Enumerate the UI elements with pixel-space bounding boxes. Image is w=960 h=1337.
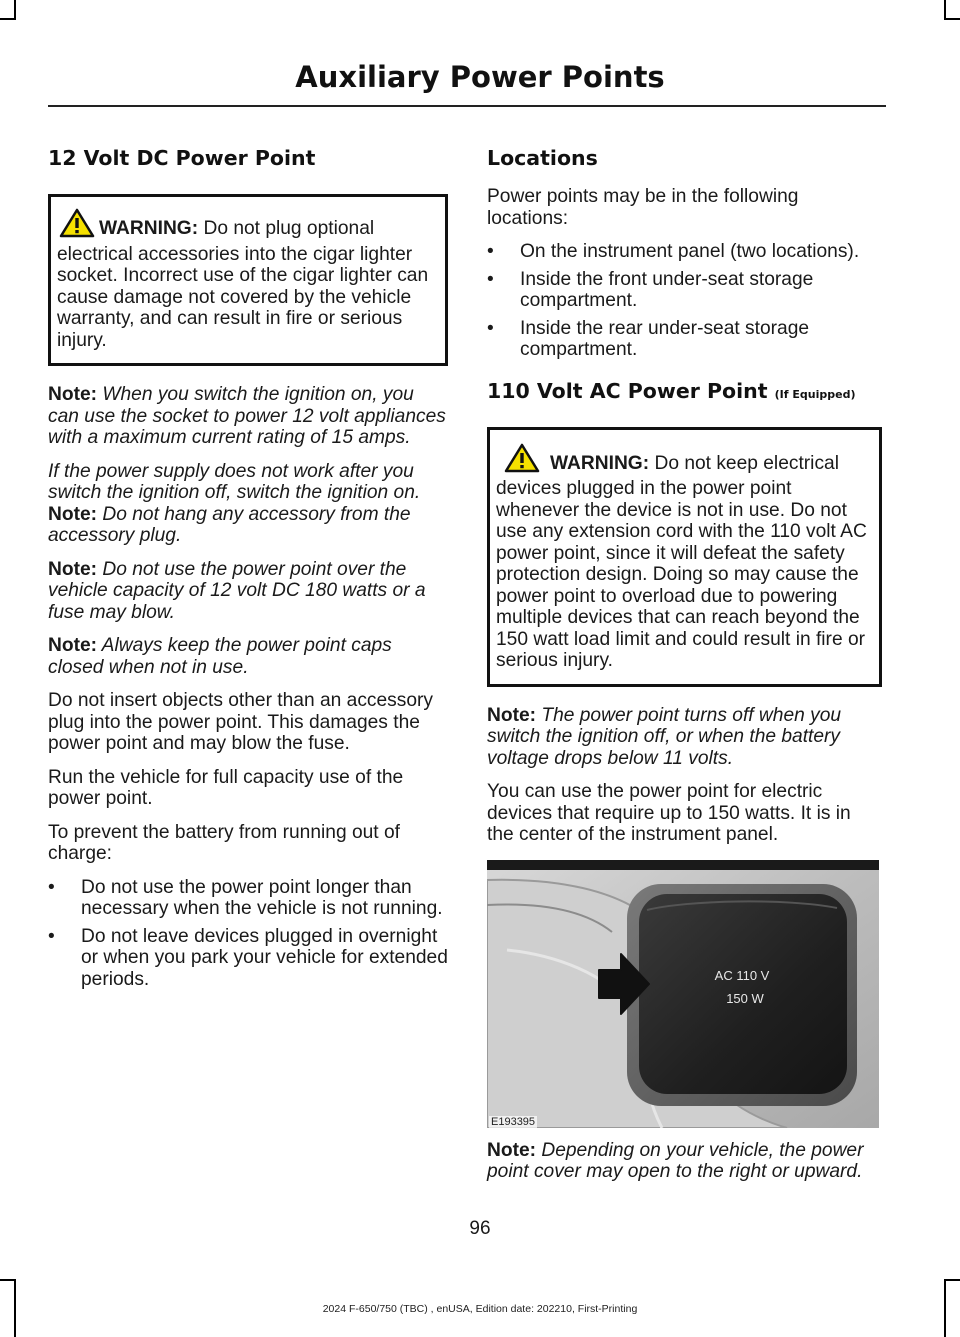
crop-mark (944, 1279, 960, 1281)
section-title-110v-text: 110 Volt AC Power Point (487, 378, 768, 403)
warning-box-12v (48, 194, 448, 366)
section-title-12v: 12 Volt DC Power Point (48, 146, 316, 170)
list-item-text: Do not use the power point longer than necessary when the vehicle is not running. (81, 876, 443, 919)
body-paragraph: You can use the power point for electric devices that require up to 150 watts. It is in the center of the instrument panel. (487, 781, 851, 845)
warning-box-110v (487, 427, 882, 687)
figure-label-ac: AC 110 V (714, 967, 770, 983)
note-label: Note: (487, 704, 537, 726)
body-paragraph: Power points may be in the following locations: (487, 186, 799, 229)
note-paragraph (487, 705, 882, 770)
bullet: • (48, 925, 55, 947)
list-item (487, 241, 882, 263)
right-column (487, 140, 882, 1195)
warning-triangle-icon (59, 208, 95, 244)
bullet: • (487, 268, 494, 290)
note-paragraph (487, 1140, 882, 1183)
warning-triangle-icon (498, 443, 546, 479)
note-text: Always keep the power point caps closed when not in use. (48, 635, 392, 678)
note-label: Note: (48, 558, 98, 580)
note-paragraph (48, 504, 448, 547)
list-item (48, 877, 448, 920)
list-item (487, 318, 882, 361)
list-item (48, 926, 448, 991)
note-label: Note: (48, 384, 98, 405)
power-point-figure (487, 860, 879, 1128)
footer-edition: 2024 F-650/750 (TBC) , enUSA, Edition date: 202210, First-Printing (322, 1303, 638, 1315)
figure-code: E193395 (491, 1115, 536, 1128)
list-item-text: Inside the rear under-seat storage compartment. (520, 317, 810, 360)
note-paragraph (48, 635, 448, 678)
note-text: Do not use the power point over the vehicle capacity of 12 volt DC 180 watts or a fuse may blow. (48, 558, 426, 623)
note-paragraph (48, 384, 448, 449)
left-column (48, 140, 448, 1002)
bullet: • (48, 876, 55, 898)
section-title-locations: Locations (487, 146, 598, 170)
bullet: • (487, 317, 494, 339)
bullet: • (487, 241, 494, 262)
if-equipped-label: (If Equipped) (774, 387, 856, 401)
page-title: Auxiliary Power Points (295, 60, 665, 94)
list-item (487, 269, 882, 312)
list-item-text: Do not leave devices plugged in overnight or when you park your vehicle for extended periods. (81, 925, 448, 990)
note-label: Note: (48, 635, 98, 656)
note-label: Note: (48, 503, 98, 525)
note-label: Note: (487, 1139, 537, 1161)
note-text: Depending on your vehicle, the power point cover may open to the right or upward. (487, 1139, 864, 1182)
warning-text: Do not keep electrical devices plugged in the power point whenever the device is not in use. Do not use any extension cord with the 110 volt AC power point, since it will defeat the safety protection design. Doing so may cause the power point to overload due to powering multiple devices that can reach beyond the 150 watt load limit and could result in fire or serious injury. (496, 452, 867, 671)
crop-mark (0, 18, 16, 20)
note-text: When you switch the ignition on, you can use the socket to power 12 volt appliances with a maximum current rating of 15 amps. (48, 384, 446, 448)
note-paragraph (48, 559, 448, 624)
warning-label: WARNING: (99, 218, 199, 239)
note-continuation: If the power supply does not work after you switch the ignition off, switch the ignition on. (48, 460, 421, 503)
crop-mark (14, 0, 16, 18)
page-number: 96 (469, 1218, 491, 1239)
crop-mark (944, 18, 960, 20)
warning-text: Do not plug optional electrical accessories into the cigar lighter socket. Incorrect use of the cigar lighter can cause damage not covered by the vehicle warranty, and can result in fire or serious injury. (57, 218, 429, 351)
header-divider (48, 105, 886, 107)
power-point-illustration (487, 860, 879, 1128)
warning-label: WARNING: (550, 452, 650, 474)
locations-list (487, 241, 882, 361)
body-paragraph: To prevent the battery from running out of charge: (48, 821, 400, 864)
figure-label-watts: 150 W (726, 990, 764, 1006)
crop-mark (0, 1279, 16, 1281)
note-text: The power point turns off when you switch the ignition off, or when the battery voltage drops below 11 volts. (487, 704, 842, 769)
section-title-110v (487, 379, 882, 403)
battery-tips-list (48, 877, 448, 991)
list-item-text: Inside the front under-seat storage compartment. (520, 268, 814, 311)
note-text: Do not hang any accessory from the accessory plug. (48, 503, 411, 546)
list-item-text: On the instrument panel (two locations). (520, 241, 860, 262)
body-paragraph: Do not insert objects other than an accessory plug into the power point. This damages the power point and may blow the fuse. (48, 690, 434, 754)
body-paragraph: Run the vehicle for full capacity use of the power point. (48, 766, 404, 809)
crop-mark (944, 0, 946, 18)
